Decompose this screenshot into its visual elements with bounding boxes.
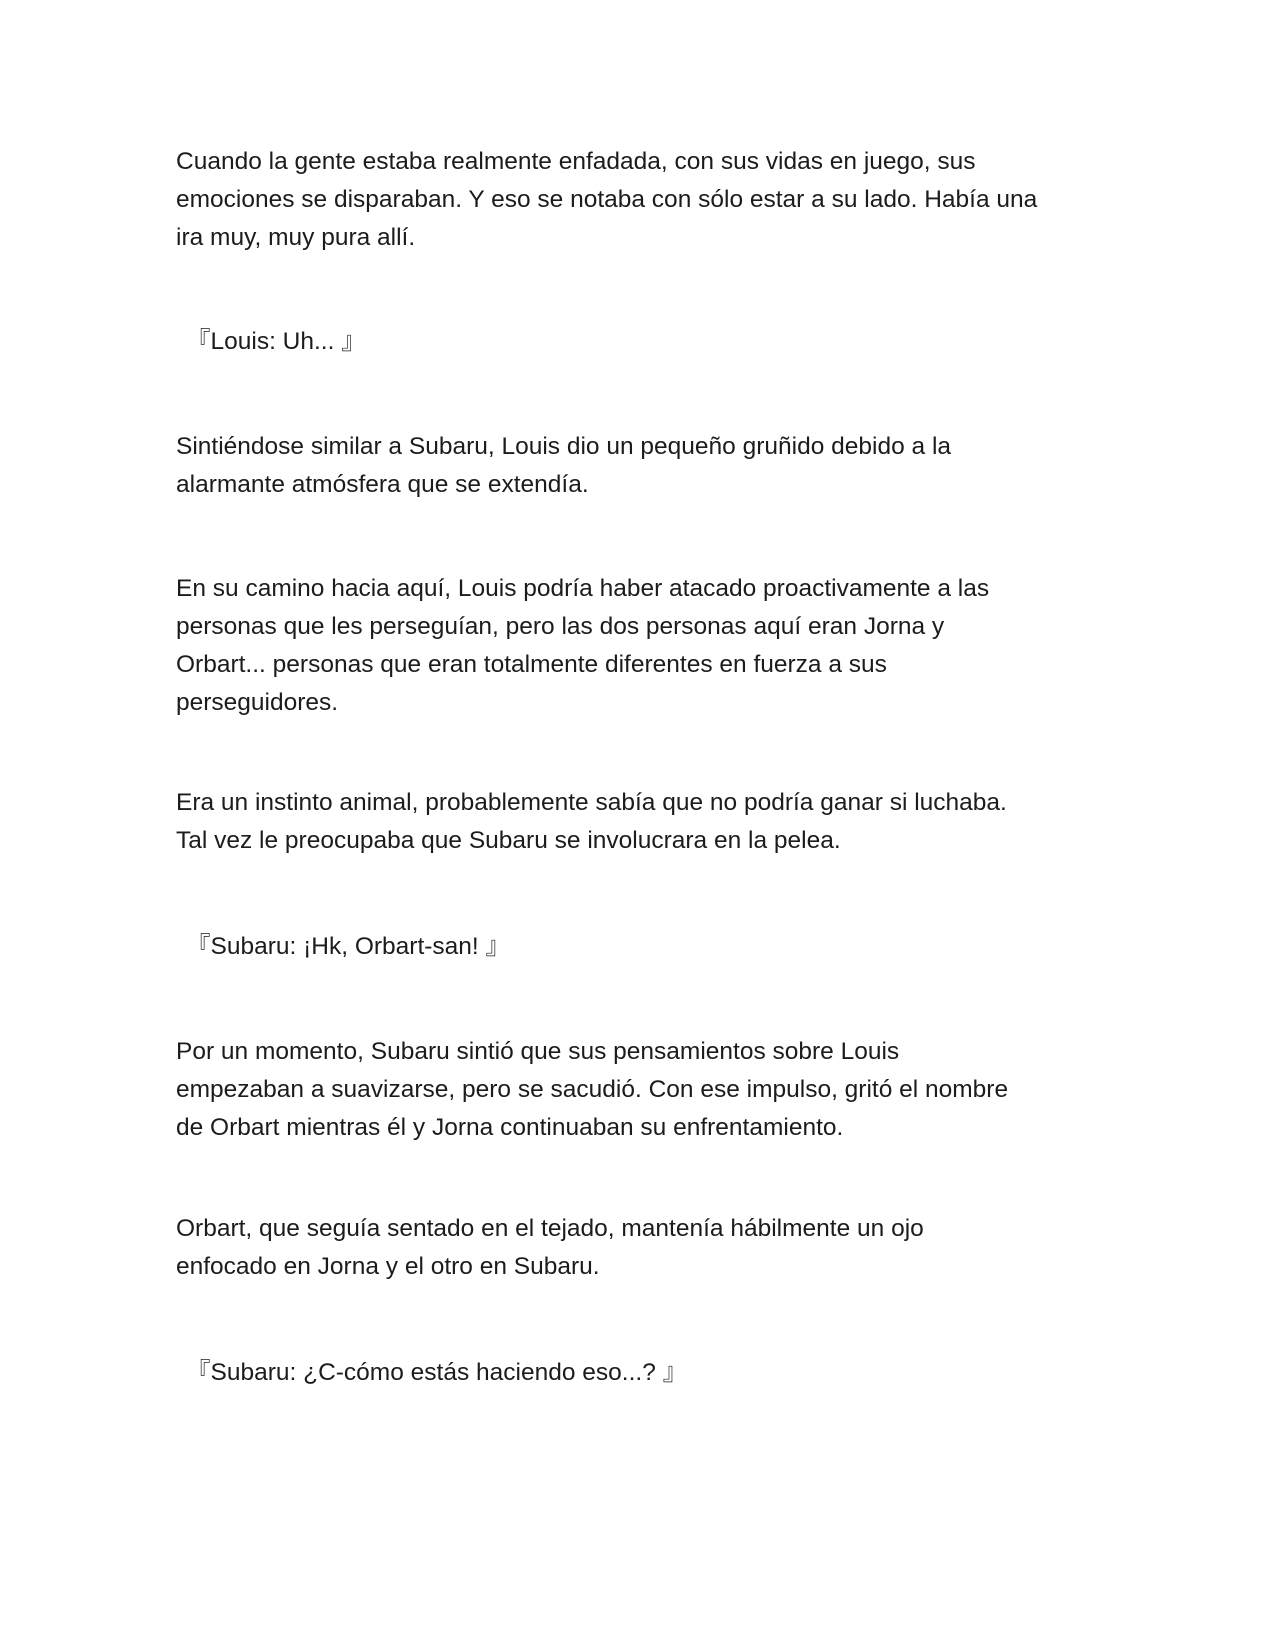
text-line: Orbart, que seguía sentado en el tejado, mantenía hábilmente un ojo <box>176 1215 924 1242</box>
paragraph-3 <box>176 570 1096 722</box>
dialogue-subaru-2 <box>186 1354 1106 1392</box>
dialogue-louis-1 <box>186 323 1106 361</box>
text-line: Orbart... personas que eran totalmente diferentes en fuerza a sus <box>176 651 887 678</box>
text-line: alarmante atmósfera que se extendía. <box>176 471 589 498</box>
text-line: enfocado en Jorna y el otro en Subaru. <box>176 1253 600 1280</box>
text-line: de Orbart mientras él y Jorna continuaban su enfrentamiento. <box>176 1114 844 1141</box>
paragraph-6 <box>176 1210 1096 1286</box>
dialogue-subaru-1 <box>186 928 1106 966</box>
text-line: perseguidores. <box>176 689 339 716</box>
text-line: ira muy, muy pura allí. <box>176 224 416 251</box>
text-line: emociones se disparaban. Y eso se notaba con sólo estar a su lado. Había una <box>176 186 1038 213</box>
dialogue-line: 『Subaru: ¡Hk, Orbart-san! 』 <box>186 933 511 960</box>
text-line: Cuando la gente estaba realmente enfadada, con sus vidas en juego, sus <box>176 148 976 175</box>
dialogue-line: 『Louis: Uh... 』 <box>186 328 366 355</box>
text-line: En su camino hacia aquí, Louis podría haber atacado proactivamente a las <box>176 575 990 602</box>
dialogue-line: 『Subaru: ¿C-cómo estás haciendo eso...? 』 <box>186 1359 688 1386</box>
paragraph-5 <box>176 1033 1096 1147</box>
paragraph-4 <box>176 784 1096 860</box>
text-line: Era un instinto animal, probablemente sabía que no podría ganar si luchaba. <box>176 789 1007 816</box>
paragraph-2 <box>176 428 1096 504</box>
text-line: empezaban a suavizarse, pero se sacudió. Con ese impulso, gritó el nombre <box>176 1076 1009 1103</box>
text-line: Sintiéndose similar a Subaru, Louis dio un pequeño gruñido debido a la <box>176 433 952 460</box>
text-line: Por un momento, Subaru sintió que sus pensamientos sobre Louis <box>176 1038 900 1065</box>
text-line: Tal vez le preocupaba que Subaru se involucrara en la pelea. <box>176 827 841 854</box>
text-line: personas que les perseguían, pero las dos personas aquí eran Jorna y <box>176 613 945 640</box>
paragraph-1 <box>176 143 1096 257</box>
